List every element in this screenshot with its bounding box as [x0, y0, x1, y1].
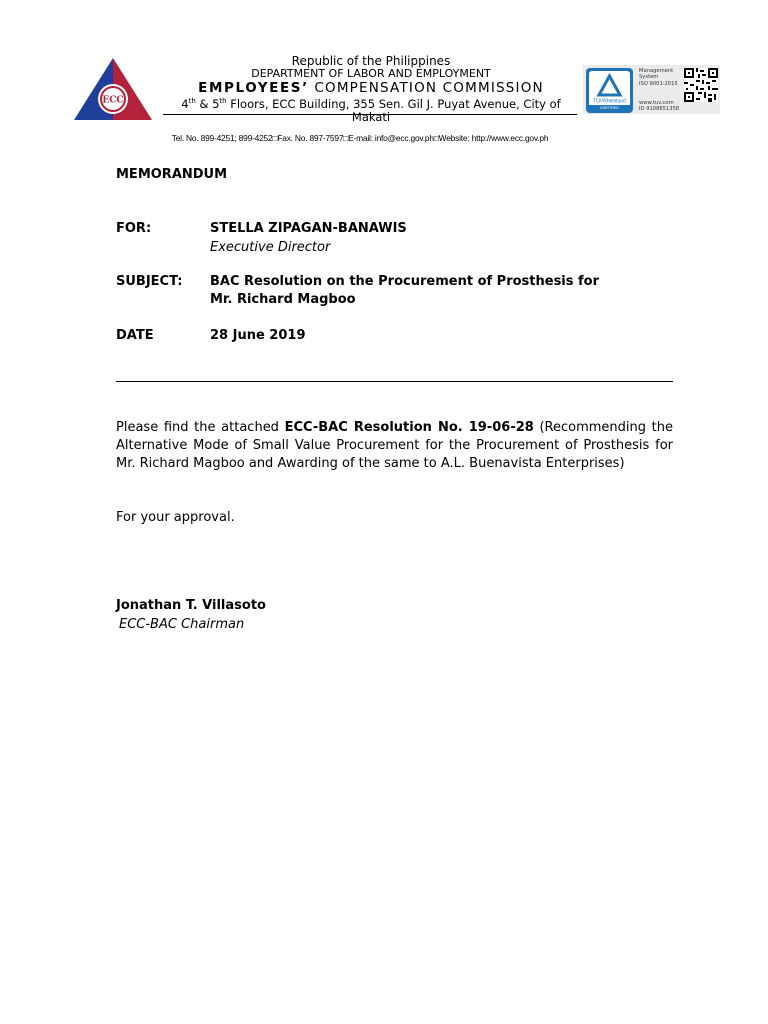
- address-sup-2: th: [219, 97, 227, 105]
- cert-line-3: ISO 9001:2015: [639, 81, 678, 87]
- address-rest: Floors, ECC Building, 355 Sen. Gil J. Puyat Avenue, City of Makati: [226, 96, 561, 124]
- memo-title: MEMORANDUM: [116, 167, 228, 182]
- header-commission-bold: EMPLOYEES’: [198, 80, 309, 96]
- header-commission: [165, 80, 577, 96]
- cert-url: www.tuv.com: [639, 100, 674, 106]
- for-label: FOR:: [116, 221, 152, 236]
- recipient-name: STELLA ZIPAGAN-BANAWIS: [210, 221, 407, 236]
- recipient-title: Executive Director: [210, 240, 331, 255]
- tuv-logo: [586, 68, 633, 113]
- subject-label: SUBJECT:: [116, 274, 183, 289]
- tuv-brand: TÜVRheinland: [593, 98, 626, 105]
- subject-line-1: BAC Resolution on the Procurement of Prosthesis for: [210, 274, 600, 289]
- header-republic: Republic of the Philippines: [291, 54, 451, 68]
- ecc-logo-text: ECC: [102, 95, 124, 106]
- body-intro: Please find the attached: [116, 420, 285, 435]
- signer-name: Jonathan T. Villasoto: [116, 598, 266, 613]
- approval-line: For your approval.: [116, 510, 235, 525]
- header-divider: [163, 114, 577, 115]
- tuv-brand-sub: CERTIFIED: [600, 106, 619, 110]
- header-address: [165, 95, 577, 124]
- tuv-triangle-icon: [586, 68, 633, 113]
- address-floor-5: & 5: [195, 96, 220, 111]
- qr-code-icon: [684, 68, 718, 102]
- resolution-reference: ECC-BAC Resolution No. 19-06-28: [284, 420, 534, 435]
- ecc-logo: [72, 56, 154, 122]
- date-label: DATE: [116, 328, 154, 343]
- header-commission-rest: COMPENSATION COMMISSION: [308, 80, 544, 96]
- body-details: (Recommending the Alternative Mode of Small Value Procurement for the Procurement of Prosthesis for Mr. Richard Magboo and Awarding of the same to A.L. Buenavista Enterprises): [116, 420, 674, 471]
- header-department: DEPARTMENT OF LABOR AND EMPLOYMENT: [251, 67, 491, 80]
- body-divider: [116, 381, 673, 382]
- address-floor-4: 4: [181, 96, 189, 111]
- cert-line-1: Management: [639, 68, 674, 74]
- header-contact: Tel. No. 899-4251; 899-4252□Fax. No. 897-7597□E-mail: info@ecc.gov.ph□Website: http://www.ecc.gov.ph: [171, 133, 549, 143]
- signer-title: ECC-BAC Chairman: [119, 617, 245, 632]
- date-value: 28 June 2019: [210, 328, 306, 343]
- body-paragraph: [116, 419, 673, 473]
- address-sup-1: th: [188, 97, 196, 105]
- cert-line-2: System: [639, 74, 659, 80]
- subject-line-2: Mr. Richard Magboo: [210, 292, 356, 307]
- cert-id: ID 9108651358: [639, 106, 680, 112]
